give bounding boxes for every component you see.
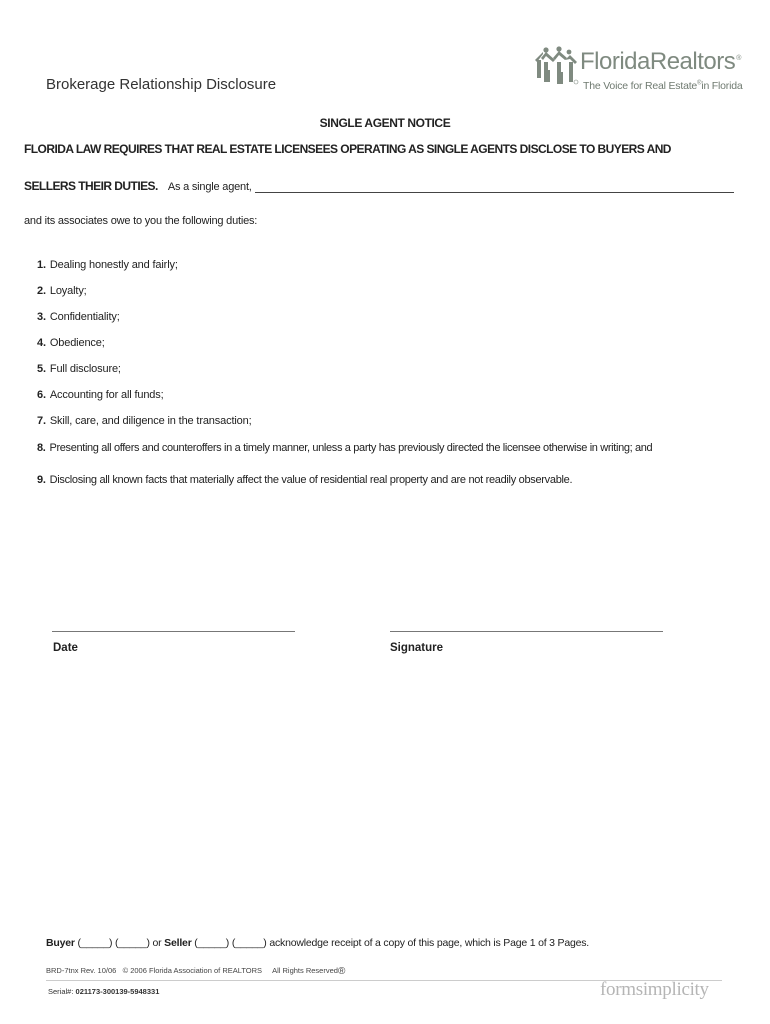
duty-text: Confidentiality; xyxy=(49,311,120,323)
duty-number: 8. xyxy=(37,442,46,454)
duty-number: 7. xyxy=(37,415,46,427)
date-field[interactable] xyxy=(52,631,295,632)
duty-item xyxy=(37,311,120,323)
duty-item xyxy=(37,474,572,486)
seller-label: Seller xyxy=(164,937,192,949)
logo-name: FloridaRealtors xyxy=(580,48,736,75)
or-text: or xyxy=(152,937,162,949)
signature-label: Signature xyxy=(390,642,444,654)
rights-text: All Rights Reserved xyxy=(272,966,338,975)
logo-tagline xyxy=(583,80,743,92)
serial-label: Serial#: xyxy=(48,987,74,996)
duty-number: 9. xyxy=(37,474,46,486)
duty-item xyxy=(37,440,753,456)
duty-number: 4. xyxy=(37,337,46,349)
duty-text: Accounting for all funds; xyxy=(49,389,164,401)
duty-number: 1. xyxy=(37,259,46,271)
duty-item xyxy=(37,389,164,401)
single-agent-label: As a single agent, xyxy=(167,181,252,193)
seller-initials-1-field[interactable]: (_____) xyxy=(194,937,230,949)
buyer-label: Buyer xyxy=(46,937,75,949)
duty-text: Dealing honestly and fairly; xyxy=(49,259,178,271)
registered-mark: ® xyxy=(337,966,346,977)
duty-item xyxy=(37,337,105,349)
associates-text: and its associates owe to you the following duties: xyxy=(24,215,258,227)
acknowledgment-text: acknowledge receipt of a copy of this page, which is Page 1 of 3 Pages. xyxy=(269,937,590,949)
duty-number: 2. xyxy=(37,285,46,297)
duty-item xyxy=(37,285,87,297)
date-label: Date xyxy=(53,642,78,654)
buyer-initials-2-field[interactable]: (_____) xyxy=(115,937,150,949)
serial-line xyxy=(48,987,159,996)
duty-text: Skill, care, and diligence in the transaction; xyxy=(49,415,252,427)
florida-realtors-logo xyxy=(533,46,743,98)
form-code: BRD-7tnx Rev. 10/06 xyxy=(46,966,117,975)
duty-text: Disclosing all known facts that materially affect the value of residential real property and are not readily observable. xyxy=(49,474,573,486)
acknowledgment-line xyxy=(46,937,589,949)
duty-text: Loyalty; xyxy=(49,285,87,297)
copyright-line xyxy=(46,966,345,977)
duty-number: 6. xyxy=(37,389,46,401)
buyer-initials-1-field[interactable]: (_____) xyxy=(77,937,113,949)
duty-item xyxy=(37,363,121,375)
tagline-post: in Florida xyxy=(701,80,743,92)
logo-registered-mark: ® xyxy=(736,55,741,62)
copyright-text: © 2006 Florida Association of REALTORS xyxy=(122,966,263,975)
notice-title: SINGLE AGENT NOTICE xyxy=(319,116,451,130)
tagline-pre: The Voice for Real Estate xyxy=(583,80,698,92)
signature-field[interactable] xyxy=(390,631,663,632)
duty-number: 5. xyxy=(37,363,46,375)
law-statement-bold: SELLERS THEIR DUTIES. xyxy=(24,179,158,193)
seller-initials-2-field[interactable]: (_____) xyxy=(231,937,267,949)
duty-item xyxy=(37,259,178,271)
duty-text: Obedience; xyxy=(49,337,105,349)
law-statement-line-1: FLORIDA LAW REQUIRES THAT REAL ESTATE LICENSEES OPERATING AS SINGLE AGENTS DISCLOSE TO BUYERS AND xyxy=(24,142,671,156)
tagline-registered-mark: ® xyxy=(697,80,702,87)
law-statement-line-2 xyxy=(24,179,734,193)
document-title: Brokerage Relationship Disclosure xyxy=(46,76,277,93)
duty-text: Full disclosure; xyxy=(49,363,121,375)
duty-item xyxy=(37,415,251,427)
duty-number: 3. xyxy=(37,311,46,323)
formsimplicity-logo: formsimplicity xyxy=(600,979,709,1000)
realtors-houses-icon xyxy=(533,46,579,86)
logo-wordmark xyxy=(580,48,741,76)
duty-text: Presenting all offers and counteroffers in a timely manner, unless a party has previously directed the licensee otherwise in writing; and xyxy=(49,442,653,454)
serial-number: 021173-300139-5948331 xyxy=(75,987,160,996)
agent-name-field[interactable] xyxy=(255,180,734,193)
